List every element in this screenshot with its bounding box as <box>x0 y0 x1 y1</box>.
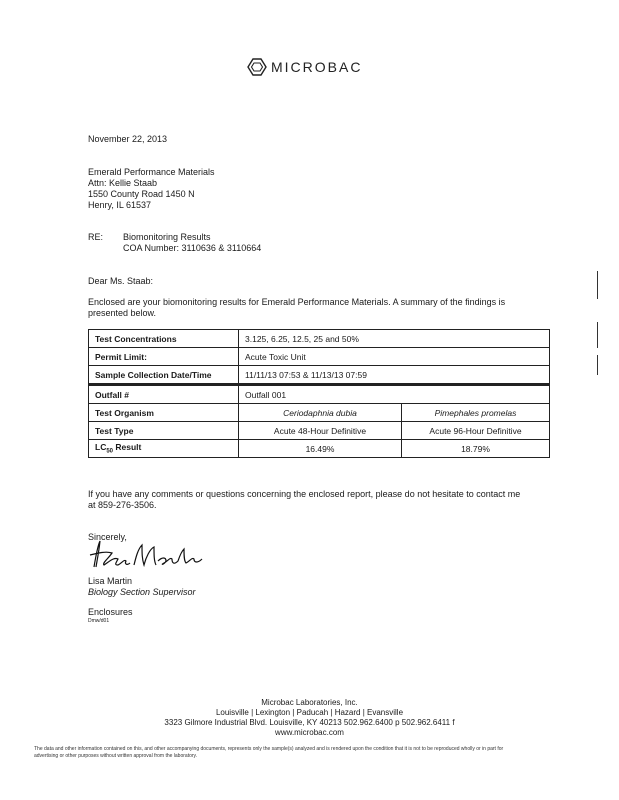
lc50-subscript: 50 <box>106 448 114 455</box>
disclaimer-line-1: The data and other information contained on this, and other accompanying documents, represents only the sample(s) analyzed and is rendered upon the condition that it is not to be reproduced wholly or in part for <box>34 746 504 752</box>
microbac-logo-icon <box>247 58 267 76</box>
label-permit-limit: Permit Limit: <box>89 348 239 366</box>
signature-image <box>84 537 214 571</box>
recipient-company: Emerald Performance Materials <box>88 167 215 177</box>
recipient-attn: Attn: Kellie Staab <box>88 178 158 188</box>
row-outfall <box>89 385 550 404</box>
results-table <box>88 329 550 458</box>
closing-line-1: If you have any comments or questions concerning the enclosed report, please do not hesitate to contact me <box>88 489 521 499</box>
re-coa-number: COA Number: 3110636 & 3110664 <box>123 243 262 253</box>
footer-address: 3323 Gilmore Industrial Blvd. Louisville, KY 40213 502.962.6400 p 502.962.6411 f <box>164 718 455 727</box>
value-sample-dates: 11/11/13 07:53 & 11/13/13 07:59 <box>239 366 550 385</box>
lc50-suffix: Result <box>113 442 142 453</box>
label-test-concentrations: Test Concentrations <box>89 330 239 348</box>
value-permit-limit: Acute Toxic Unit <box>239 348 550 366</box>
row-permit-limit <box>89 348 550 366</box>
lc50-col-1: 16.49% <box>239 440 402 458</box>
footer-company: Microbac Laboratories, Inc. <box>261 698 358 707</box>
intro-line-1: Enclosed are your biomonitoring results for Emerald Performance Materials. A summary of the findings is <box>88 297 506 307</box>
recipient-city: Henry, IL 61537 <box>88 200 152 210</box>
value-test-concentrations: 3.125, 6.25, 12.5, 25 and 50% <box>239 330 550 348</box>
label-test-organism: Test Organism <box>89 404 239 422</box>
label-outfall: Outfall # <box>89 385 239 404</box>
re-label: RE: <box>88 232 104 242</box>
scan-mark <box>597 271 598 299</box>
recipient-street: 1550 County Road 1450 N <box>88 189 195 199</box>
row-test-concentrations <box>89 330 550 348</box>
signer-name: Lisa Martin <box>88 576 133 586</box>
letter-date: November 22, 2013 <box>88 134 168 144</box>
footer-website: www.microbac.com <box>275 728 344 737</box>
lc50-prefix: LC <box>95 442 107 453</box>
enclosure-code: Dmw/d01 <box>88 618 110 624</box>
valediction: Sincerely, <box>88 532 127 542</box>
scan-mark <box>597 322 598 348</box>
organism-col-2: Pimephales promelas <box>402 404 550 422</box>
scan-mark <box>597 355 598 375</box>
row-sample-dates <box>89 366 550 385</box>
test-type-col-1: Acute 48-Hour Definitive <box>239 422 402 440</box>
organism-col-1: Ceriodaphnia dubia <box>239 404 402 422</box>
value-outfall: Outfall 001 <box>239 385 550 404</box>
intro-line-2: presented below. <box>88 308 157 318</box>
enclosures-label: Enclosures <box>88 607 133 617</box>
closing-line-2: at 859-276-3506. <box>88 500 157 510</box>
label-lc50 <box>89 440 239 458</box>
row-test-type <box>89 422 550 440</box>
test-type-col-2: Acute 96-Hour Definitive <box>402 422 550 440</box>
row-test-organism <box>89 404 550 422</box>
lc50-col-2: 18.79% <box>402 440 550 458</box>
label-test-type: Test Type <box>89 422 239 440</box>
company-name: MICROBAC <box>271 59 363 75</box>
signer-title: Biology Section Supervisor <box>88 587 196 597</box>
re-subject: Biomonitoring Results <box>123 232 211 242</box>
footer-offices: Louisville | Lexington | Paducah | Hazard | Evansville <box>215 708 404 717</box>
label-sample-dates: Sample Collection Date/Time <box>89 366 239 385</box>
row-lc50 <box>89 440 550 458</box>
company-logo <box>247 58 362 76</box>
salutation: Dear Ms. Staab: <box>88 276 154 286</box>
disclaimer-line-2: advertising or other purposes without written approval from the laboratory. <box>34 753 198 759</box>
